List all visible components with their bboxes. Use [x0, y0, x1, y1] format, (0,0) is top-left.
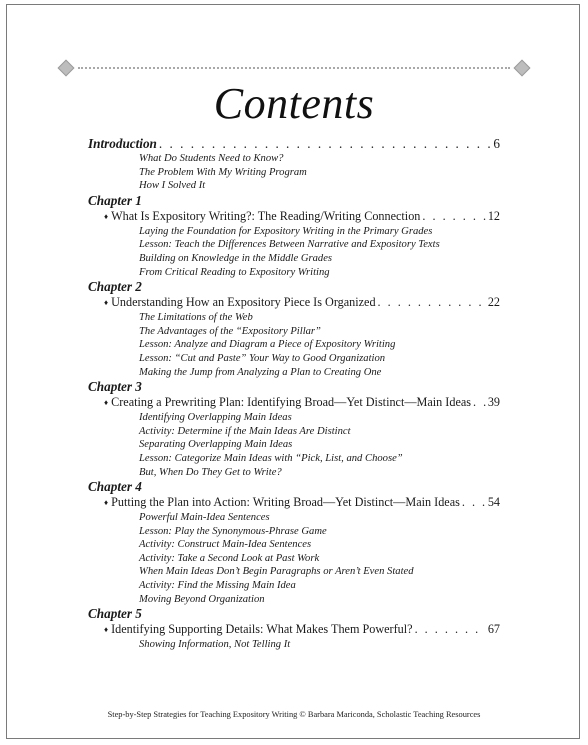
toc-subitem: When Main Ideas Don’t Begin Paragraphs or Aren’t Even Stated [139, 566, 414, 578]
toc-entry-title: What Is Expository Writing?: The Reading/Writing Connection [111, 208, 421, 223]
toc-subitem: From Critical Reading to Expository Writing [139, 266, 330, 278]
toc-subitem: The Problem With My Writing Program [139, 166, 307, 178]
toc-entry[interactable] [88, 395, 500, 411]
toc-subitem: Building on Knowledge in the Middle Grades [139, 252, 333, 264]
dot-leader [415, 622, 486, 637]
toc-subitem: Activity: Construct Main-Idea Sentences [139, 539, 312, 551]
chapter-label: Chapter 3 [88, 379, 142, 395]
toc-section [88, 279, 500, 379]
diamond-bullet-icon: ♦ [104, 625, 109, 635]
chapter-label: Chapter 2 [88, 279, 142, 295]
toc-entry-title: Identifying Supporting Details: What Makes Them Powerful? [111, 622, 413, 637]
toc-subitem: How I Solved It [139, 180, 206, 192]
dot-leader [462, 495, 486, 510]
toc-section [88, 379, 500, 479]
dot-leader [473, 395, 486, 410]
decorative-rule [58, 60, 530, 76]
chapter-label: Chapter 4 [88, 479, 142, 495]
toc-entry[interactable] [88, 136, 500, 152]
chapter-label: Chapter 1 [88, 192, 142, 208]
toc-subitem: Laying the Foundation for Expository Writing in the Primary Grades [139, 225, 433, 237]
page-number: 22 [487, 295, 500, 310]
toc-section [88, 479, 500, 606]
toc-subitem: The Limitations of the Web [139, 312, 253, 324]
toc-subitem: Identifying Overlapping Main Ideas [139, 412, 292, 424]
toc-section [88, 136, 500, 193]
toc-subitem: Activity: Take a Second Look at Past Work [139, 552, 320, 564]
toc-subitem: Lesson: Analyze and Diagram a Piece of Expository Writing [139, 339, 396, 351]
table-of-contents [88, 136, 500, 652]
diamond-bullet-icon: ♦ [104, 211, 109, 221]
page-number: 67 [487, 622, 500, 637]
toc-entry[interactable] [88, 622, 500, 638]
toc-section [88, 606, 500, 652]
toc-entry-title: Creating a Prewriting Plan: Identifying Broad—Yet Distinct—Main Ideas [111, 395, 472, 410]
toc-subitem: Activity: Determine if the Main Ideas Are Distinct [139, 425, 351, 437]
diamond-ornament-icon [58, 60, 75, 77]
diamond-bullet-icon: ♦ [104, 398, 109, 408]
dotted-divider [78, 67, 510, 69]
dot-leader [378, 295, 486, 310]
toc-section [88, 193, 500, 279]
page-number: 6 [493, 136, 500, 151]
toc-subitem: Powerful Main-Idea Sentences [139, 512, 270, 524]
page-footer: Step-by-Step Strategies for Teaching Expository Writing © Barbara Mariconda, Scholastic Teaching Resources [107, 710, 481, 719]
toc-subitem: Lesson: Teach the Differences Between Narrative and Expository Texts [139, 239, 440, 251]
toc-entry[interactable] [88, 295, 500, 311]
toc-subitem: But, When Do They Get to Write? [139, 466, 282, 478]
toc-subitem: Lesson: Play the Synonymous-Phrase Game [139, 525, 327, 537]
diamond-ornament-icon [514, 60, 531, 77]
toc-entry-title: Introduction [88, 136, 157, 151]
toc-entry[interactable] [88, 209, 500, 225]
chapter-label: Chapter 5 [88, 606, 142, 622]
toc-entry-title: Understanding How an Expository Piece Is Organized [111, 295, 376, 310]
toc-subitem: Moving Beyond Organization [139, 593, 265, 605]
toc-subitem: What Do Students Need to Know? [139, 153, 284, 164]
toc-subitem: Making the Jump from Analyzing a Plan to Creating One [139, 366, 382, 378]
toc-subitem: Activity: Find the Missing Main Idea [139, 580, 296, 592]
toc-entry-title: Putting the Plan into Action: Writing Broad—Yet Distinct—Main Ideas [111, 495, 460, 510]
toc-entry[interactable] [88, 495, 500, 511]
page-number: 12 [487, 208, 500, 223]
page-number: 39 [487, 395, 500, 410]
toc-subitem: Lesson: Categorize Main Ideas with “Pick, List, and Choose” [139, 452, 403, 464]
dot-leader [159, 136, 492, 152]
page-title: Contents [213, 79, 375, 128]
toc-subitem: The Advantages of the “Expository Pillar” [139, 325, 321, 337]
toc-subitem: Separating Overlapping Main Ideas [139, 439, 293, 451]
diamond-bullet-icon: ♦ [104, 298, 109, 308]
toc-subitem: Showing Information, Not Telling It [139, 639, 291, 651]
dot-leader [422, 209, 485, 224]
toc-subitem: Lesson: “Cut and Paste” Your Way to Good Organization [139, 352, 386, 364]
page-number: 54 [487, 495, 500, 510]
diamond-bullet-icon: ♦ [104, 498, 109, 508]
